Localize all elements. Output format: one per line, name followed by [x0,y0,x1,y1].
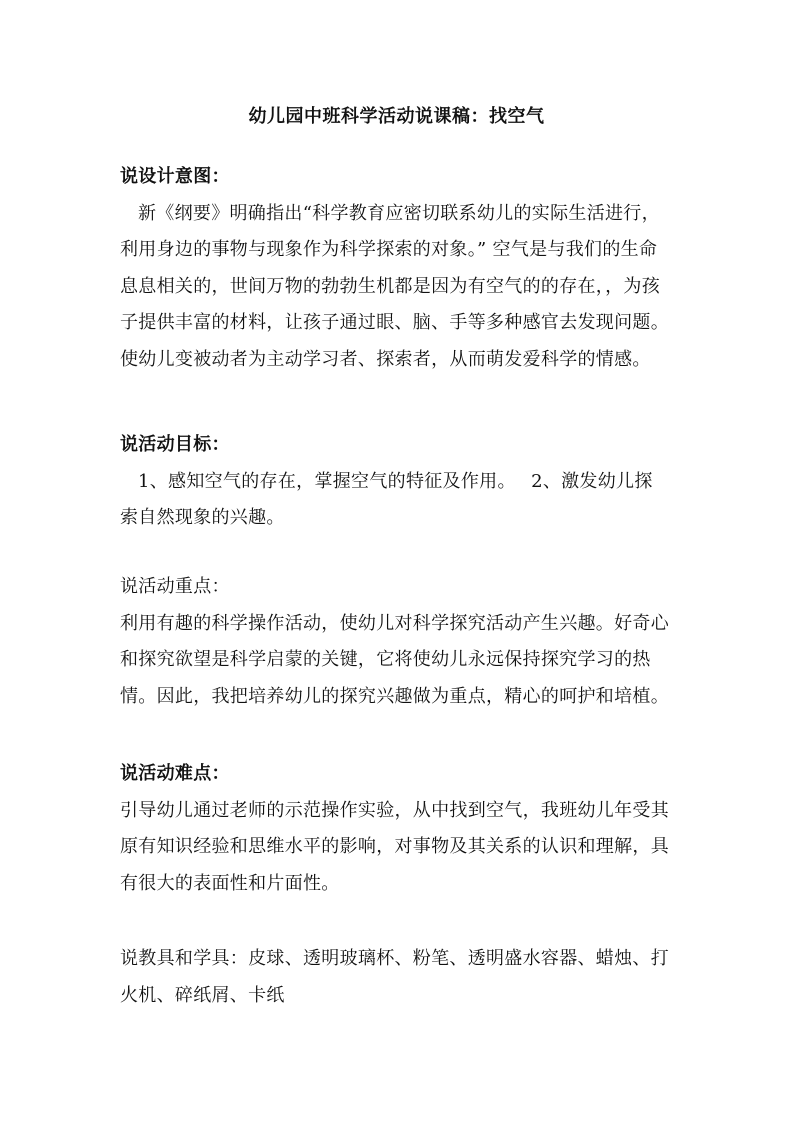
section-objectives [120,427,680,537]
paragraph-line: 息息相关的，世间万物的勃勃生机都是因为有空气的的存在，，为孩 [120,275,660,297]
section-difficulties [120,756,680,902]
section-teaching-aids [120,941,680,1014]
paragraph-line: 火机、碎纸屑、卡纸 [120,984,285,1006]
paragraph-line: 说教具和学具：皮球、透明玻璃杯、粉笔、透明盛水容器、蜡烛、打 [120,948,669,969]
section-design-intent [120,159,680,378]
paragraph-line: 子提供丰富的材料，让孩子通过眼、脑、手等多种感官去发现问题。 [120,312,669,333]
document-title: 幼儿园中班科学活动说课稿：找空气 [248,106,545,127]
paragraph-line: 新《纲要》明确指出“科学教育应密切联系幼儿的实际生活进行， [138,202,660,224]
paragraph-line: 有很大的表面性和片面性。 [120,872,340,894]
paragraph-line: 原有知识经验和思维水平的影响，对事物及其关系的认识和理解，具 [120,836,669,857]
paragraph-line: 索自然现象的兴趣。 [120,507,285,528]
section-heading: 说活动重点： [120,576,230,597]
paragraph-line: 利用身边的事物与现象作为科学探索的对象。” 空气是与我们的生命 [120,239,658,260]
paragraph-line: 1、感知空气的存在，掌握空气的特征及作用。 2、激发幼儿探 [138,470,653,492]
section-heading: 说活动目标： [120,434,230,455]
paragraph-line: 使幼儿变被动者为主动学习者、探索者，从而萌发爱科学的情感。 [120,348,651,370]
paragraph-line: 利用有趣的科学操作活动，使幼儿对科学探究活动产生兴趣。好奇心 [120,612,669,634]
section-heading: 说活动难点： [120,763,230,784]
section-key-points [120,569,680,715]
paragraph-line: 和探究欲望是科学启蒙的关键，它将使幼儿永远保持探究学习的热 [120,649,651,670]
paragraph-line: 引导幼儿通过老师的示范操作实验，从中找到空气，我班幼儿年受其 [120,799,669,821]
paragraph-line: 情。因此，我把培养幼儿的探究兴趣做为重点，精心的呵护和培植。 [120,685,669,707]
section-heading: 说设计意图： [120,166,230,187]
